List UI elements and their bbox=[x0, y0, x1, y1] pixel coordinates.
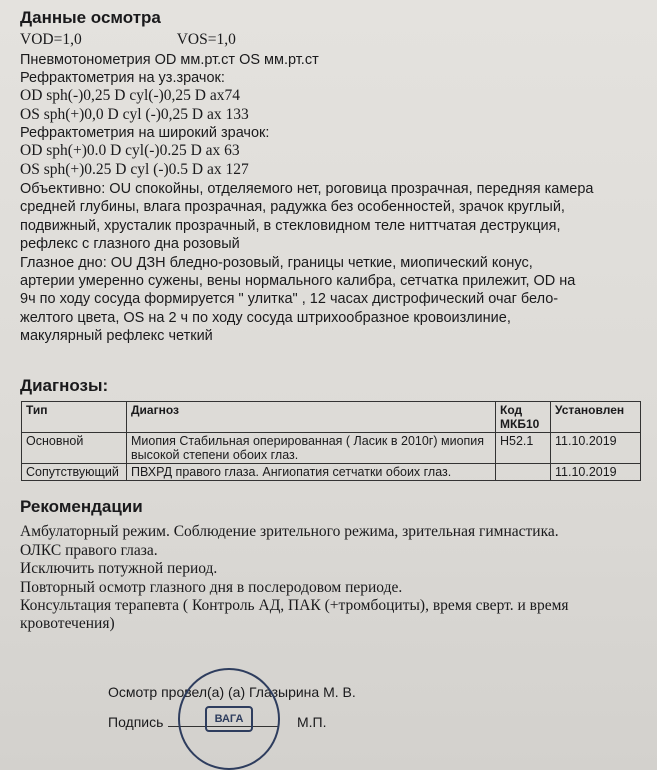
signature-label: Подпись bbox=[108, 714, 164, 730]
objective-line-1: Объективно: OU спокойны, отделяемого нет, роговица прозрачная, передняя камера bbox=[20, 181, 594, 197]
vod-value: VOD=1,0 bbox=[20, 31, 82, 48]
recommendations-title: Рекомендации bbox=[20, 497, 143, 516]
refr-narrow-od: OD sph(-)0,25 D cyl(-)0,25 D ax74 bbox=[20, 87, 240, 104]
recommendation-line-3: Исключить потужной период. bbox=[20, 560, 218, 577]
fundus-line-3: 9ч по ходу сосуда формируется " улитка" , 12 часах дистрофический очаг бело- bbox=[20, 291, 559, 307]
col-type-header: Тип bbox=[22, 402, 127, 433]
stamp-place-label: М.П. bbox=[297, 714, 327, 730]
diagnosis-text: ПВХРД правого глаза. Ангиопатия сетчатки обоих глаз. bbox=[127, 464, 496, 481]
pneumotonometry: Пневмотонометрия OD мм.рт.ст OS мм.рт.ст bbox=[20, 52, 319, 68]
objective-line-2: средней глубины, влага прозрачная, радужка без особенностей, зрачок круглый, bbox=[20, 199, 565, 215]
exam-title: Данные осмотра bbox=[20, 8, 161, 27]
diagnosis-type: Основной bbox=[22, 433, 127, 464]
diagnoses-title: Диагнозы: bbox=[20, 376, 109, 395]
refr-narrow-title: Рефрактометрия на уз.зрачок: bbox=[20, 70, 225, 86]
diagnosis-code: H52.1 bbox=[496, 433, 551, 464]
refr-wide-title: Рефрактометрия на широкий зрачок: bbox=[20, 125, 270, 141]
objective-line-4: рефлекс с глазного дна розовый bbox=[20, 236, 240, 252]
round-stamp bbox=[178, 668, 280, 770]
refr-wide-os: OS sph(+)0.25 D cyl (-)0.5 D ax 127 bbox=[20, 161, 249, 178]
col-diagnosis-header: Диагноз bbox=[127, 402, 496, 433]
stamp-text: ВАГА bbox=[214, 713, 244, 725]
fundus-line-5: макулярный рефлекс четкий bbox=[20, 328, 213, 344]
col-code-header: Код МКБ10 bbox=[496, 402, 551, 433]
diagnosis-date: 11.10.2019 bbox=[551, 433, 641, 464]
recommendation-line-2: ОЛКС правого глаза. bbox=[20, 542, 158, 559]
table-row bbox=[22, 464, 641, 481]
stamp-center bbox=[205, 706, 253, 732]
diagnosis-date: 11.10.2019 bbox=[551, 464, 641, 481]
diagnosis-type: Сопутствующий bbox=[22, 464, 127, 481]
visual-acuity bbox=[20, 31, 236, 49]
table-row bbox=[22, 433, 641, 464]
refr-wide-od: OD sph(+)0.0 D cyl(-)0.25 D ax 63 bbox=[20, 142, 240, 159]
table-header-row bbox=[22, 402, 641, 433]
diagnosis-code bbox=[496, 464, 551, 481]
refr-narrow-os: OS sph(+)0,0 D cyl (-)0,25 D ax 133 bbox=[20, 106, 249, 123]
fundus-line-4: желтого цвета, OS на 2 ч по ходу сосуда штрихообразное кровоизлиние, bbox=[20, 310, 511, 326]
recommendation-line-5: Консультация терапевта ( Контроль АД, ПАК (+тромбоциты), время сверт. и время bbox=[20, 597, 569, 614]
recommendation-line-1: Амбулаторный режим. Соблюдение зрительного режима, зрительная гимнастика. bbox=[20, 523, 559, 540]
fundus-line-1: Глазное дно: OU ДЗН бледно-розовый, границы четкие, миопический конус, bbox=[20, 255, 533, 271]
diagnoses-table bbox=[21, 401, 641, 481]
recommendation-line-6: кровотечения) bbox=[20, 615, 115, 632]
vos-value: VOS=1,0 bbox=[176, 31, 236, 48]
fundus-line-2: артерии умеренно сужены, вены нормального калибра, сетчатка прилежит, OD на bbox=[20, 273, 576, 289]
recommendation-line-4: Повторный осмотр глазного дня в послеродовом периоде. bbox=[20, 579, 403, 596]
col-date-header: Установлен bbox=[551, 402, 641, 433]
objective-line-3: подвижный, хрусталик прозрачный, в стекловидном теле ниттчатая деструкция, bbox=[20, 218, 561, 234]
examined-by: Осмотр провел(а) (а) Глазырина М. В. bbox=[108, 684, 356, 700]
diagnosis-text: Миопия Стабильная оперированная ( Ласик в 2010г) миопия высокой степени обоих глаз. bbox=[127, 433, 496, 464]
